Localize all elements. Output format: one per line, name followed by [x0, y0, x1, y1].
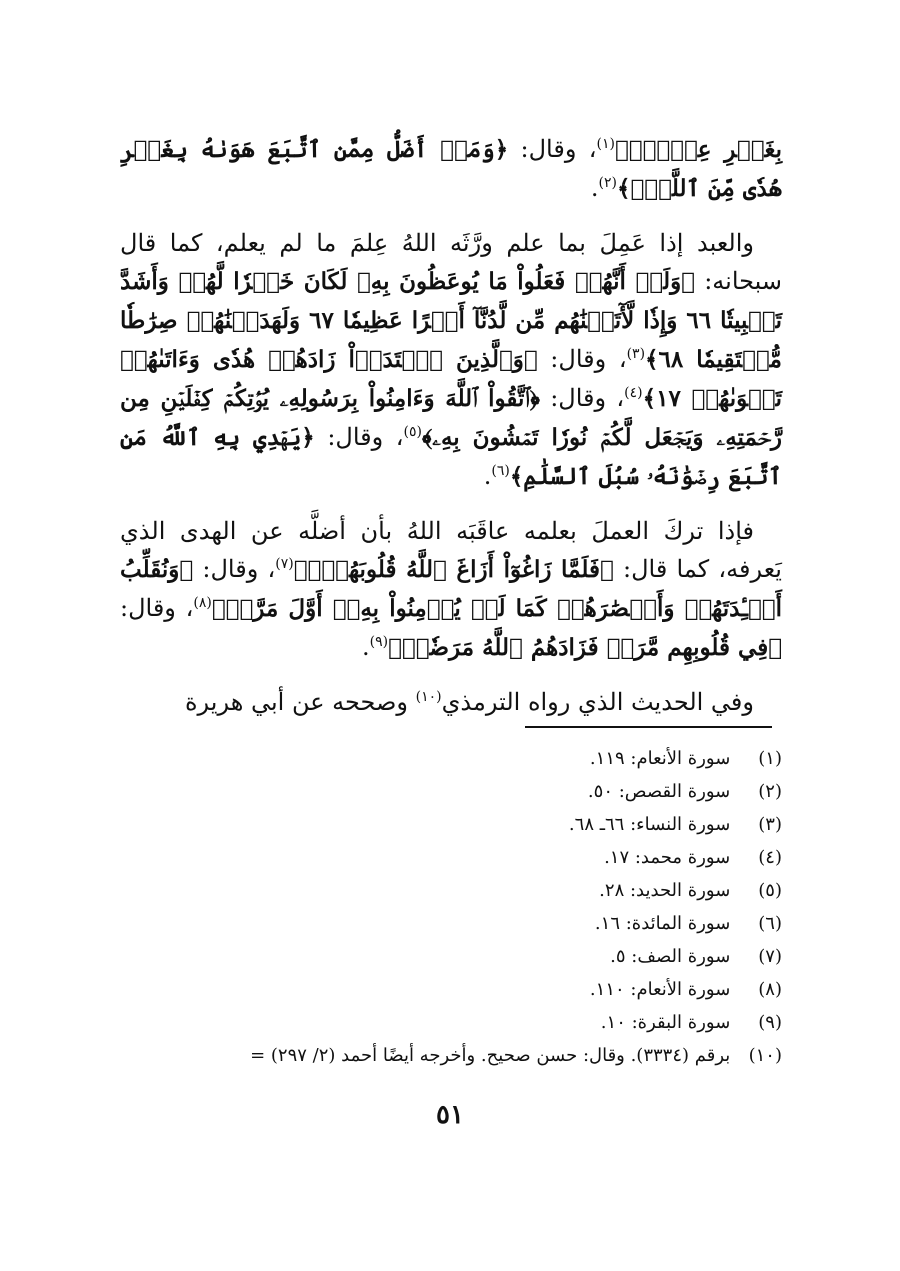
footnote-item — [120, 940, 782, 973]
footnote-text: سورة الصف: ٥. — [610, 946, 736, 967]
paragraph-text: ، وقال: — [537, 345, 627, 373]
quran-verse: ﴿ٱتَّقُواْ ٱللَّهَ وَءَامِنُواْ بِرَسُولِهِۦ يُؤۡتِكُمۡ كِفۡلَيۡنِ مِن رَّحۡمَتِهِۦ وَيَجۡعَل لَّكُمۡ نُورٗا تَمۡشُونَ بِهِۦ﴾ — [120, 385, 782, 451]
footnote-ref: (٢) — [598, 175, 618, 191]
footnote-text: سورة البقرة: ١٠. — [600, 1012, 736, 1033]
footnote-number: (١) — [758, 748, 782, 769]
footnote-number: (٦) — [758, 913, 782, 934]
paragraph-text: ، وقال: — [508, 135, 597, 163]
paragraph-2 — [120, 224, 782, 496]
footnote-ref: (٨) — [193, 595, 212, 611]
footnote-ref: (٥) — [403, 424, 423, 440]
footnote-item — [120, 1039, 782, 1072]
paragraph-text: ، وقال: — [193, 555, 276, 583]
paragraph-text: . — [483, 462, 492, 490]
footnote-ref: (٤) — [624, 385, 643, 401]
footnote-item — [120, 775, 782, 808]
footnote-text: سورة محمد: ١٧. — [604, 847, 736, 868]
footnote-number: (٩) — [758, 1012, 782, 1033]
quran-verse: ﴿وَلَوۡ أَنَّهُمۡ فَعَلُواْ مَا يُوعَظُونَ بِهِۦ لَكَانَ خَيۡرٗا لَّهُمۡ وَأَشَدَّ تَثۡبِيتٗا ٦٦ وَإِذٗا لَّأٓتَيۡنَٰهُم مِّن لَّدُنَّآ أَجۡرًا عَظِيمٗا ٦٧ وَلَهَدَيۡنَٰهُمۡ صِرَٰطٗا مُّسۡتَقِيمٗا ٦٨﴾ — [120, 268, 782, 373]
paragraph-text: وصححه عن أبي هريرة — [184, 688, 416, 716]
paragraph-text: ، وقال: — [539, 384, 625, 412]
footnote-item — [120, 874, 782, 907]
footnote-item — [120, 841, 782, 874]
footnote-item — [120, 808, 782, 841]
footnote-number: (٤) — [758, 847, 782, 868]
paragraph-1 — [120, 130, 782, 208]
paragraph-text: وفي الحديث الذي رواه الترمذي — [441, 688, 754, 716]
footnote-separator — [525, 726, 772, 728]
quran-verse: ﴿وَمَنۡ أَضَلُّ مِمَّنِ ٱتَّبَعَ هَوَىٰهُ بِغَيۡرِ هُدٗى مِّنَ ٱللَّهِۚ﴾ — [120, 136, 782, 202]
footnote-text: سورة الحديد: ٢٨. — [599, 880, 736, 901]
footnote-text: سورة الأنعام: ١١٠. — [589, 979, 736, 1000]
paragraph-text: . — [590, 174, 599, 202]
paragraph-text: ، وقال: — [120, 594, 194, 622]
footnote-number: (٢) — [758, 781, 782, 802]
footnote-ref: (٧) — [275, 556, 294, 572]
quran-verse: ﴿وَنُقَلِّبُ أَفۡـِٔدَتَهُمۡ وَأَبۡصَٰرَهُمۡ كَمَا لَمۡ يُؤۡمِنُواْ بِهِۦٓ أَوَّلَ مَرَّةٖ﴾ — [120, 556, 782, 622]
quran-verse: ﴿وَٱلَّذِينَ ٱهۡتَدَوۡاْ زَادَهُمۡ هُدٗى وَءَاتَىٰهُمۡ تَقۡوَىٰهُمۡ ١٧﴾ — [120, 346, 782, 412]
footnote-item — [120, 742, 782, 775]
footnote-ref: (٩) — [369, 634, 389, 650]
paragraph-text: ، وقال: — [314, 423, 404, 451]
footnote-ref: (١) — [596, 136, 615, 152]
footnote-item — [120, 1006, 782, 1039]
footnote-item — [120, 973, 782, 1006]
footnote-number: (٧) — [758, 946, 782, 967]
paragraph-text: . — [362, 633, 370, 661]
footnote-text: سورة النساء: ٦٦ـ ٦٨. — [568, 814, 736, 835]
paragraph-4 — [120, 683, 782, 721]
footnote-number: (٨) — [758, 979, 782, 1000]
footnote-item — [120, 907, 782, 940]
footnotes — [120, 742, 782, 1072]
footnote-number: (٥) — [758, 880, 782, 901]
quran-verse: ﴿فَلَمَّا زَاغُوٓاْ أَزَاغَ ٱللَّهُ قُلُوبَهُمۡۚ﴾ — [293, 556, 614, 583]
footnote-text: برقم (٣٣٣٤). وقال: حسن صحيح. وأخرجه أيضًا أحمد (٢/ ٢٩٧) = — [250, 1045, 736, 1066]
quran-verse: بِغَيۡرِ عِلۡمٍۚ﴾ — [614, 136, 782, 163]
footnote-text: سورة المائدة: ١٦. — [594, 913, 736, 934]
footnote-ref: (٣) — [626, 346, 646, 362]
paragraph-text: والعبد إذا عَمِلَ بما علم ورَّثَه اللهُ عِلمَ ما لم يعلم، كما قال سبحانه: — [120, 229, 782, 295]
footnote-ref: (١٠) — [415, 689, 442, 705]
paragraph-3 — [120, 512, 782, 667]
body-text — [120, 130, 782, 737]
footnote-ref: (٦) — [491, 463, 510, 479]
quran-verse: ﴿فِي قُلُوبِهِم مَّرَضٞ فَزَادَهُمُ ٱللَّهُ مَرَضٗاۖ﴾ — [388, 634, 782, 661]
footnote-text: سورة الأنعام: ١١٩. — [589, 748, 736, 769]
paragraph-text: فإذا تركَ العملَ بعلمه عاقَبَه اللهُ بأن أضلَّه عن الهدى الذي يَعرفه، كما قال: — [120, 517, 782, 583]
footnote-number: (١٠) — [748, 1045, 782, 1066]
quran-verse: ﴿يَهۡدِي بِهِ ٱللَّهُ مَنِ ٱتَّبَعَ رِضۡوَٰنَهُۥ سُبُلَ ٱلسَّلَٰمِ﴾ — [120, 424, 782, 490]
footnote-text: سورة القصص: ٥٠. — [587, 781, 736, 802]
footnote-number: (٣) — [758, 814, 782, 835]
page-number: ٥١ — [436, 1100, 464, 1130]
